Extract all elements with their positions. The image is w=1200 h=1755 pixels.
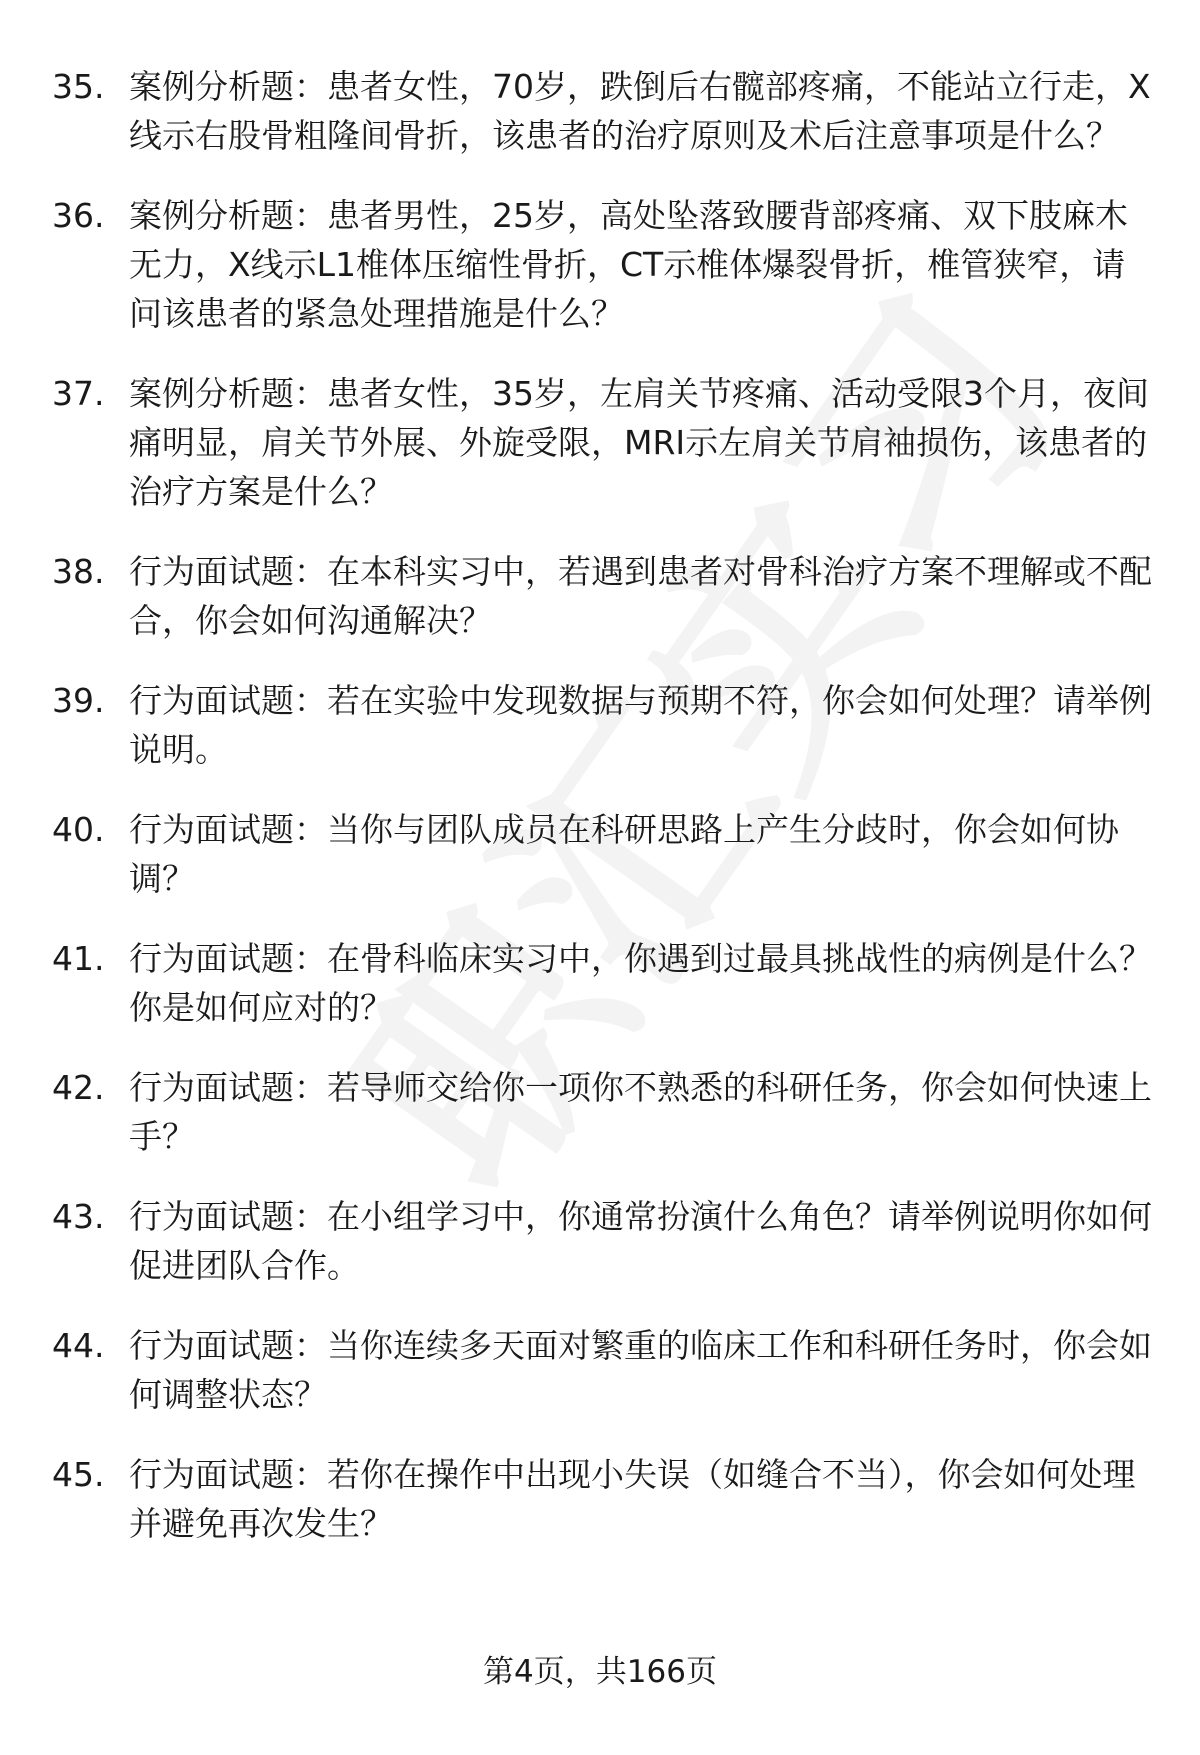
question-number: 37. — [52, 374, 105, 413]
question-text: 行为面试题：若你在操作中出现小失误（如缝合不当），你会如何处理并避免再次发生？ — [129, 1455, 1136, 1543]
question-item-45 — [52, 1450, 1152, 1548]
question-text: 行为面试题：当你与团队成员在科研思路上产生分歧时，你会如何协调？ — [129, 810, 1119, 898]
question-item-40 — [52, 805, 1152, 903]
question-number: 45. — [52, 1455, 105, 1494]
question-item-39 — [52, 676, 1152, 774]
question-item-44 — [52, 1321, 1152, 1419]
question-number: 36. — [52, 196, 105, 235]
question-item-35 — [52, 62, 1152, 160]
question-number: 41. — [52, 939, 105, 978]
question-text: 行为面试题：在骨科临床实习中，你遇到过最具挑战性的病例是什么？你是如何应对的？ — [129, 939, 1152, 1027]
question-number: 40. — [52, 810, 105, 849]
question-number: 35. — [52, 67, 105, 106]
question-item-37 — [52, 369, 1152, 516]
question-list — [52, 62, 1152, 1579]
question-item-38 — [52, 547, 1152, 645]
question-text: 案例分析题：患者男性，25岁，高处坠落致腰背部疼痛、双下肢麻木无力，X线示L1椎体压缩性骨折，CT示椎体爆裂骨折，椎管狭窄，请问该患者的紧急处理措施是什么？ — [129, 196, 1128, 333]
question-number: 42. — [52, 1068, 105, 1107]
question-text: 案例分析题：患者女性，35岁，左肩关节疼痛、活动受限3个月，夜间痛明显，肩关节外展、外旋受限，MRI示左肩关节肩袖损伤，该患者的治疗方案是什么？ — [129, 374, 1149, 511]
question-text: 行为面试题：若在实验中发现数据与预期不符，你会如何处理？请举例说明。 — [129, 681, 1152, 769]
question-item-42 — [52, 1063, 1152, 1161]
question-text: 行为面试题：当你连续多天面对繁重的临床工作和科研任务时，你会如何调整状态？ — [129, 1326, 1152, 1414]
question-number: 43. — [52, 1197, 105, 1236]
question-item-41 — [52, 934, 1152, 1032]
page-number-footer: 第4页，共166页 — [483, 1654, 717, 1690]
question-number: 44. — [52, 1326, 105, 1365]
question-text: 行为面试题：在本科实习中，若遇到患者对骨科治疗方案不理解或不配合，你会如何沟通解决？ — [129, 552, 1152, 640]
question-number: 39. — [52, 681, 105, 720]
question-text: 行为面试题：若导师交给你一项你不熟悉的科研任务，你会如何快速上手？ — [129, 1068, 1152, 1156]
question-number: 38. — [52, 552, 105, 591]
question-text: 案例分析题：患者女性，70岁，跌倒后右髋部疼痛，不能站立行走，X线示右股骨粗隆间骨折，该患者的治疗原则及术后注意事项是什么？ — [129, 67, 1151, 155]
question-item-36 — [52, 191, 1152, 338]
question-text: 行为面试题：在小组学习中，你通常扮演什么角色？请举例说明你如何促进团队合作。 — [129, 1197, 1152, 1285]
question-item-43 — [52, 1192, 1152, 1290]
